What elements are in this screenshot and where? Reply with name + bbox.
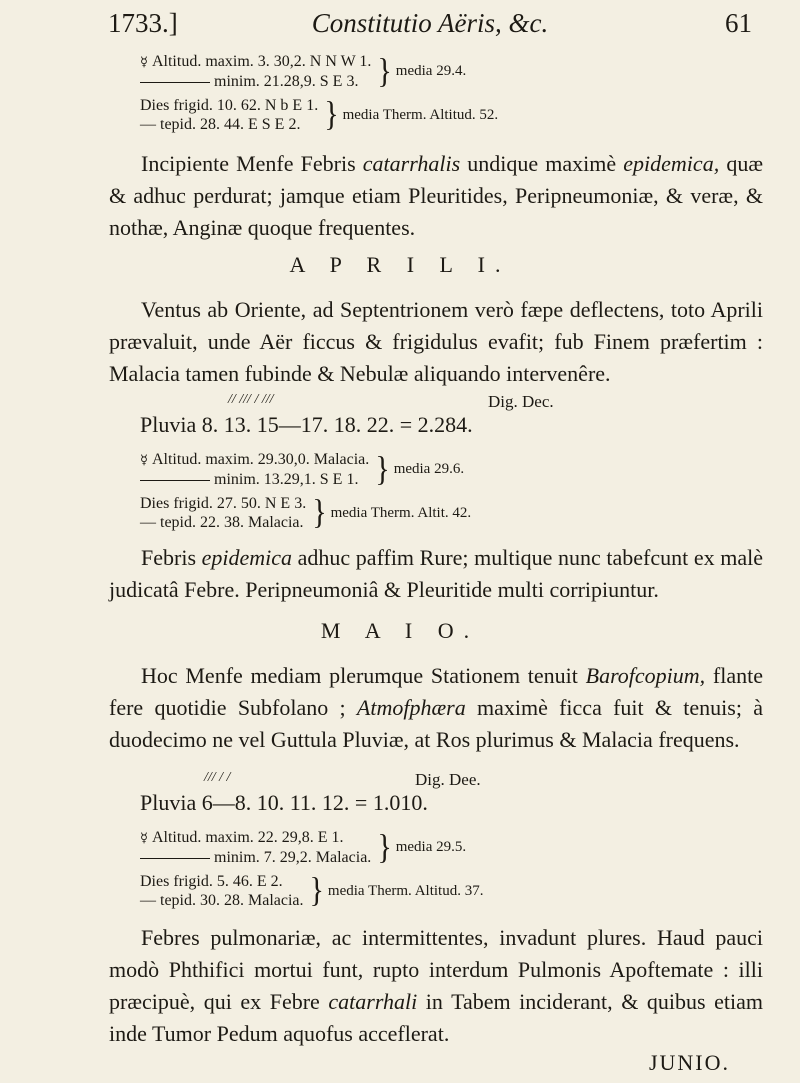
therm-min: — tepid. 28. 44. E S E 2. — [140, 116, 301, 133]
mercury-symbol-icon: ☿ — [140, 831, 148, 846]
april-dig-dec: Dig. Dec. — [488, 392, 554, 411]
running-header — [108, 2, 752, 38]
maio-dig-dec: Dig. Dee. — [415, 770, 481, 789]
mercury-symbol-icon: ☿ — [140, 453, 148, 468]
month-heading-april: A P R I L I. — [289, 252, 511, 277]
maio-paragraph: Hoc Menfe mediam plerumque Stationem tenuit Barofcopium, flante fere quotidie Subfolano ; Atmofphæra maximè ficca fuit & tenuis; à duodecimo ne vel Guttula Pluviæ, at Ros plurimus & Malacia frequens. — [109, 663, 763, 752]
catchword: JUNIO. — [648, 1050, 730, 1075]
page-number: 61 — [725, 8, 752, 38]
header-title: Constitutio Aëris, &c. — [311, 8, 549, 38]
april-pluvia: Pluvia 8. 13. 15—17. 18. 22. = 2.284. — [140, 412, 473, 437]
month-heading-maio: M A I O. — [320, 618, 480, 643]
alt-max: Altitud. maxim. 3. 30,2. N N W 1. — [151, 53, 372, 70]
maio-paragraph-2: Febres pulmonariæ, ac intermittentes, invadunt plures. Haud pauci modò Phthifici mortui funt, rupto interdum Pulmonis Apoftemate : illi præcipuè, qui ex Febre catarrhali in Tabem inciderant, & quibus etiam inde Tumor Pedum aquofus acceflerat. — [109, 925, 763, 1046]
alt-min: minim. 21.28,9. S E 3. — [214, 73, 359, 90]
march-paragraph: Incipiente Menfe Febris catarrhalis undique maximè epidemica, quæ & adhuc perdurat; jamque etiam Pleuritides, Peripneumoniæ, & veræ, & nothæ, Anginæ quoque frequentes. — [109, 151, 763, 240]
therm-media: media Therm. Altitud. 52. — [342, 106, 499, 123]
mercury-symbol-icon: ☿ — [140, 55, 148, 70]
april-paragraph-2: Febris epidemica adhuc paffim Rure; multique nunc tabefcunt ex malè judicatâ Febre. Peripneumoniâ & Pleuritide multi corripiuntur. — [109, 545, 763, 602]
april-rain-marks: // /// / /// — [228, 392, 274, 407]
april-barometer: ☿ Altitud. maxim. 29.30,0. Malacia. minim. 13.29,1. S E 1. } media 29.6. — [140, 449, 465, 488]
march-barometer: ☿ Altitud. maxim. 3. 30,2. N N W 1. minim. 21.28,9. S E 3. } media 29.4. — [140, 51, 467, 90]
april-paragraph: Ventus ab Oriente, ad Septentrionem verò fæpe deflectens, toto Aprili prævaluit, unde Aër ficcus & frigidulus evafit; fub Finem præfertim : Malacia tamen fubinde & Nebulæ aliquando intervenêre. — [109, 297, 763, 386]
april-thermometer: Dies frigid. 27. 50. N E 3. — tepid. 22. 38. Malacia. } media Therm. Altit. 42. — [140, 493, 472, 532]
march-thermometer: Dies frigid. 10. 62. N b E 1. — tepid. 28. 44. E S E 2. } media Therm. Altitud. 52. — [140, 95, 499, 134]
maio-pluvia: Pluvia 6—8. 10. 11. 12. = 1.010. — [140, 790, 428, 815]
maio-barometer: ☿ Altitud. maxim. 22. 29,8. E 1. minim. 7. 29,2. Malacia. } media 29.5. — [140, 827, 467, 866]
maio-thermometer: Dies frigid. 5. 46. E 2. — tepid. 30. 28. Malacia. } media Therm. Altitud. 37. — [140, 871, 484, 910]
header-year: 1733.] — [108, 8, 178, 38]
maio-rain-marks: /// / / — [204, 770, 231, 785]
therm-max: Dies frigid. 10. 62. N b E 1. — [140, 97, 319, 114]
alt-media: media 29.4. — [395, 63, 467, 79]
